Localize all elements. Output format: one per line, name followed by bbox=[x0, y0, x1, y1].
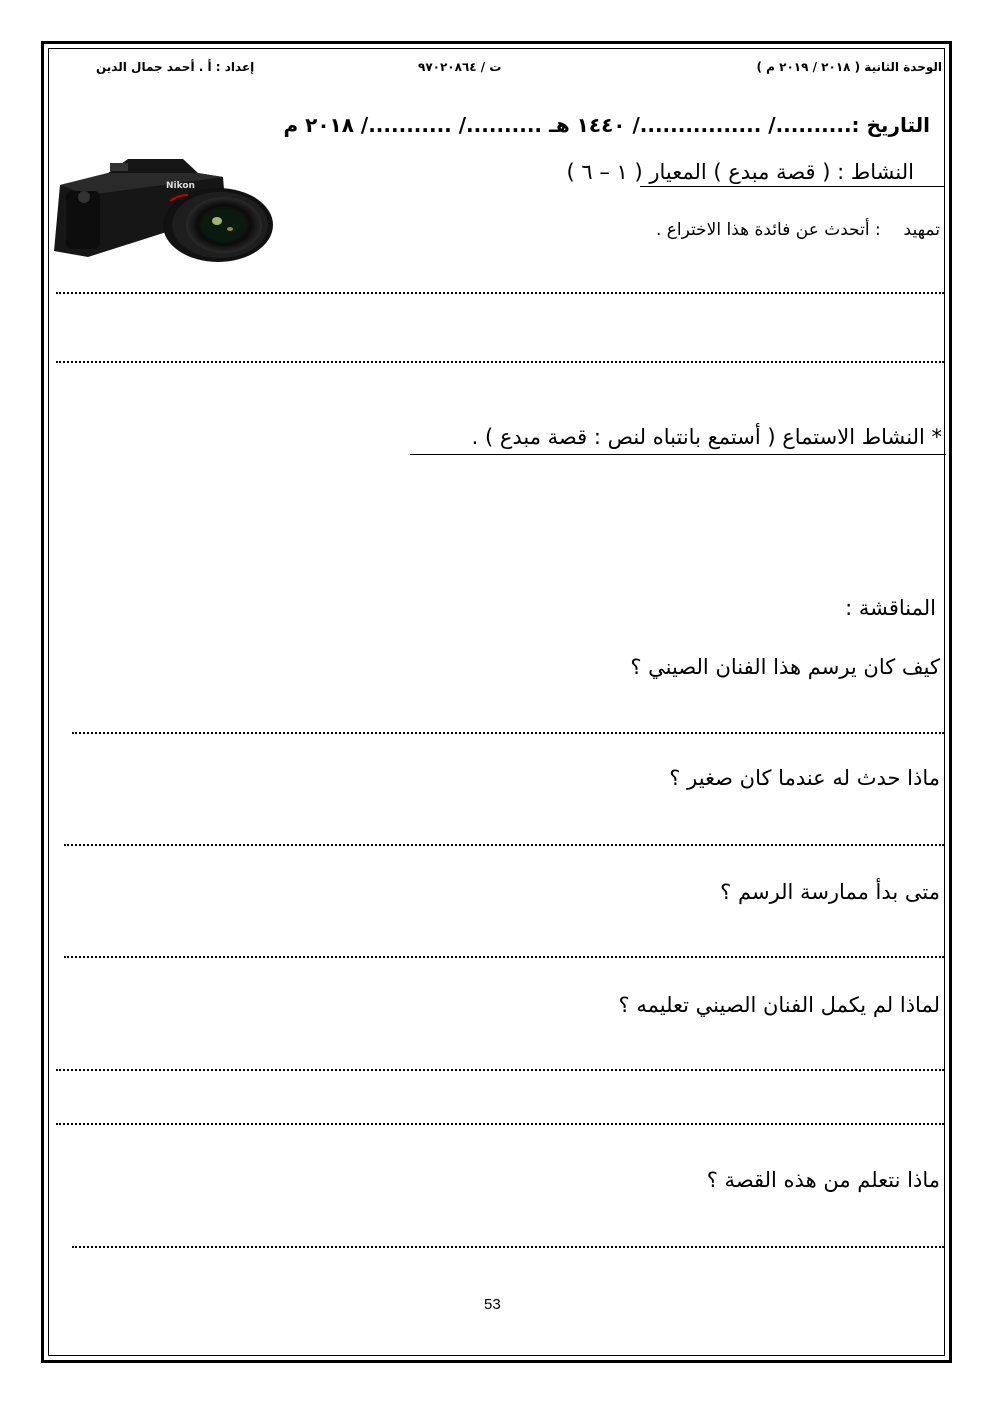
listening-activity: * النشاط الاستماع ( أستمع بانتباه لنص : قصة مبدع ) . bbox=[471, 425, 942, 449]
intro-label: تمهيد bbox=[903, 220, 940, 240]
date-line: التاريخ :........../ ................/ ١٤٤٠ هـ ........../ .........../ ٢٠١٨ م bbox=[283, 113, 930, 137]
answer-line bbox=[56, 1069, 944, 1071]
activity-title: النشاط : ( قصة مبدع ) المعيار ( ١ – ٦ ) bbox=[566, 160, 914, 184]
answer-line bbox=[64, 956, 944, 958]
answer-line bbox=[56, 292, 944, 294]
unit-label: الوحدة الثانية ( ٢٠١٨ / ٢٠١٩ م ) bbox=[756, 60, 942, 74]
camera-brand: Nikon bbox=[166, 181, 195, 191]
author-label: إعداد : أ . أحمد جمال الدين bbox=[96, 60, 255, 74]
discussion-heading: المناقشة : bbox=[845, 596, 936, 620]
answer-line bbox=[56, 1123, 944, 1125]
page-number: 53 bbox=[484, 1296, 501, 1313]
question-3: متى بدأ ممارسة الرسم ؟ bbox=[720, 880, 940, 904]
question-4: لماذا لم يكمل الفنان الصيني تعليمه ؟ bbox=[618, 993, 940, 1017]
phone-label: ت / ٩٧٠٢٠٨٦٤ bbox=[418, 60, 502, 74]
question-2: ماذا حدث له عندما كان صغير ؟ bbox=[669, 766, 940, 790]
question-5: ماذا نتعلم من هذه القصة ؟ bbox=[706, 1168, 940, 1192]
answer-line bbox=[72, 1246, 944, 1248]
camera-icon bbox=[48, 155, 274, 263]
intro-line bbox=[656, 220, 940, 240]
answer-line bbox=[72, 732, 944, 734]
activity-title-underline bbox=[640, 186, 945, 187]
answer-line bbox=[56, 361, 944, 363]
question-1: كيف كان يرسم هذا الفنان الصيني ؟ bbox=[630, 655, 940, 679]
intro-text: : أتحدث عن فائدة هذا الاختراع . bbox=[655, 220, 881, 240]
listening-underline bbox=[410, 454, 946, 455]
answer-line bbox=[64, 844, 944, 846]
